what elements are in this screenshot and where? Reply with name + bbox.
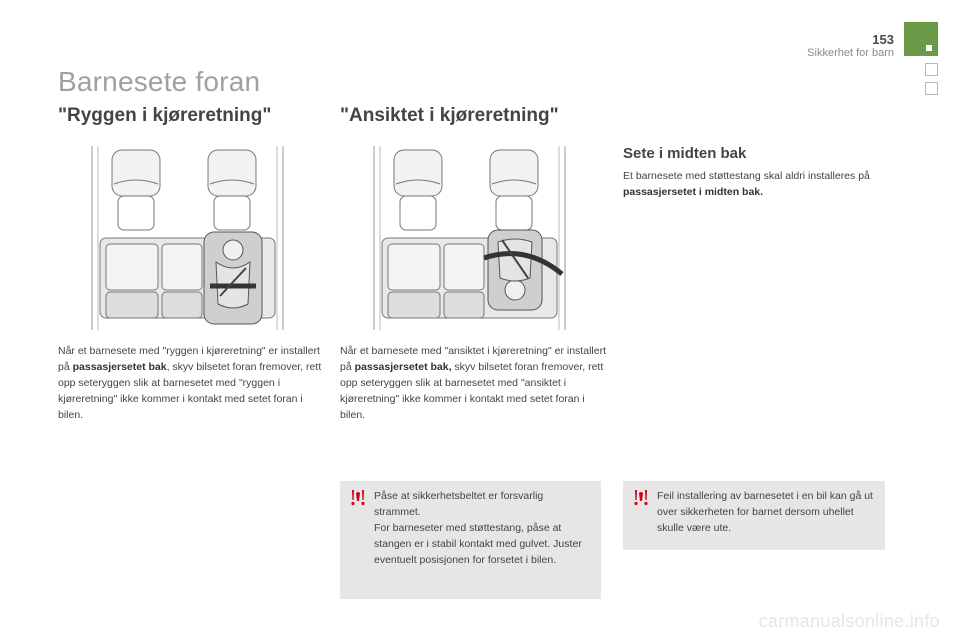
page-number: 153 — [872, 32, 894, 47]
chapter-tab — [904, 22, 938, 56]
chapter-box-icon — [925, 82, 938, 95]
heading-forward-facing: "Ansiktet i kjøreretning" — [340, 105, 559, 126]
warning-line: Påse at sikkerhetsbeltet er forsvarlig strammet. — [374, 490, 544, 518]
exclamation-warning-icon — [348, 489, 368, 507]
heading-rear-center-seat: Sete i midten bak — [623, 145, 747, 162]
chapter-tab-marker-icon — [926, 45, 932, 51]
exclamation-warning-icon — [631, 489, 651, 507]
section-name: Sikkerhet for barn — [807, 47, 894, 59]
warning-box-belt — [340, 481, 601, 599]
warning-text-installation: Feil installering av barnesetet i en bil kan gå ut over sikkerheten for barnet dersom uhellet skulle være ute. — [657, 490, 873, 534]
heading-rear-facing: "Ryggen i kjøreretning" — [58, 105, 272, 126]
chapter-box-icon — [925, 63, 938, 76]
watermark: carmanualsonline.info — [758, 611, 940, 631]
rear-center-seat-instructions: Et barnesete med støttestang skal aldri installeres på passasjersetet i midten bak. — [623, 170, 870, 198]
page-title: Barnesete foran — [58, 66, 261, 97]
warning-line: For barneseter med støttestang, påse at stangen er i stabil kontakt med gulvet. Juster eventuelt posisjonen for forsetet i bilen. — [374, 522, 582, 566]
rear-facing-seat-illustration — [84, 146, 291, 330]
forward-facing-seat-illustration — [366, 146, 573, 330]
warning-box-installation — [623, 481, 885, 550]
warning-text-belt — [374, 488, 591, 568]
rear-facing-instructions: Når et barnesete med "ryggen i kjøreretning" er installert på passasjersetet bak, skyv bilsetet foran fremover, rett opp seteryggen slik at barnesetet med "ryggen i kjøreretning" ikke kommer i kontakt med setet foran i bilen. — [58, 345, 322, 421]
forward-facing-instructions: Når et barnesete med "ansiktet i kjøreretning" er installert på passasjersetet bak, skyv bilsetet foran fremover, rett opp seteryggen slik at barnesetet med "ansiktet i kjøreretning" ikke kommer i kontakt med setet foran i bilen. — [340, 345, 606, 421]
